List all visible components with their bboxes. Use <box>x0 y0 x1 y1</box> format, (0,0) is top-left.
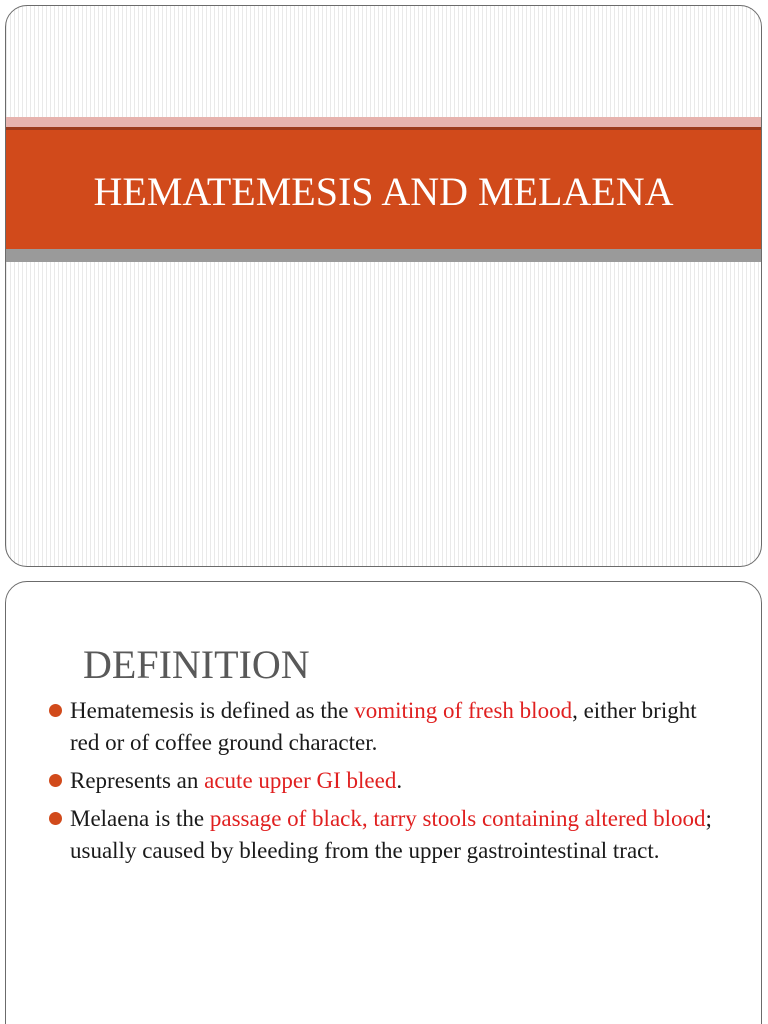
bullet-item <box>46 695 726 759</box>
definition-slide <box>5 581 762 1024</box>
bullet-list <box>46 695 726 873</box>
slide-title: HEMATEMESIS AND MELAENA <box>93 169 674 214</box>
bullet-text: . <box>396 768 403 793</box>
decorative-gray-strip <box>6 249 761 262</box>
bullet-text: ; usually caused by bleeding from the upper gastrointestinal tract. <box>70 806 712 863</box>
bullet-text: Represents an <box>70 768 205 793</box>
bullet-text: Hematemesis is defined as the <box>70 698 355 723</box>
bullet-emphasis: acute upper GI bleed <box>204 768 397 793</box>
bullet-emphasis: passage of black, tarry stools containing altered blood <box>209 806 706 831</box>
decorative-pink-strip <box>6 117 761 127</box>
bullet-emphasis: vomiting of fresh blood <box>354 698 573 723</box>
title-slide <box>5 5 762 567</box>
bullet-item <box>46 803 726 867</box>
slide-heading: DEFINITION <box>83 642 310 687</box>
bullet-dot-icon <box>49 774 62 787</box>
bullet-dot-icon <box>49 812 62 825</box>
bullet-dot-icon <box>49 704 62 717</box>
title-band <box>6 130 761 249</box>
bullet-item <box>46 765 726 797</box>
bullet-text: Melaena is the <box>70 806 210 831</box>
bullet-text: , either bright red or of coffee ground character. <box>70 698 697 755</box>
